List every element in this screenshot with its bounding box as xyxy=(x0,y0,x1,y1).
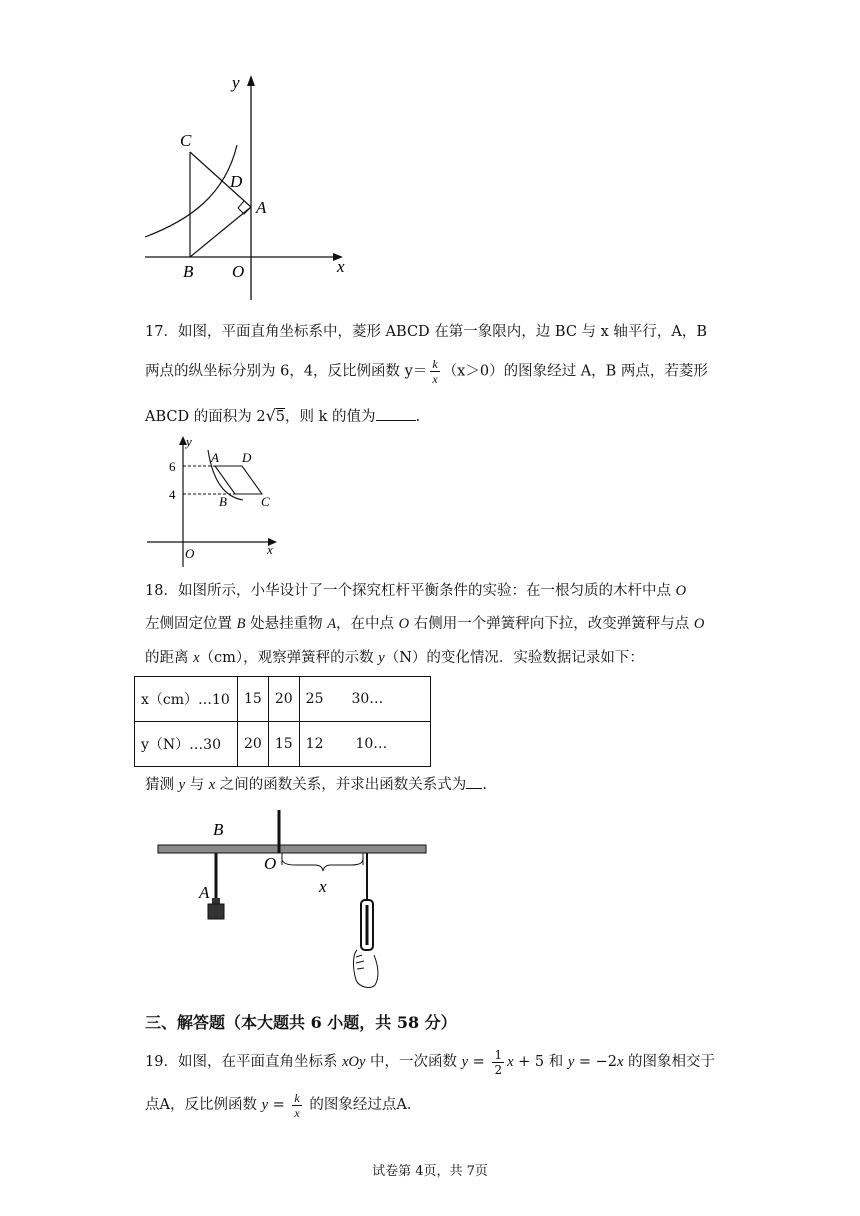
table-value: 25 xyxy=(305,691,324,707)
experiment-data-table xyxy=(134,676,431,767)
q18-guess-line xyxy=(145,774,487,796)
label-o: O xyxy=(264,854,277,873)
guess-e: 之间的函数关系，并求出函数关系式为 xyxy=(215,777,467,793)
label-d: D xyxy=(230,172,243,191)
q17-line2-a: 两点的纵坐标分别为 6，4，反比例函数 y＝ xyxy=(145,363,428,380)
q19-l1-k: 的图象相交于 xyxy=(623,1054,716,1070)
figure-16-graph xyxy=(140,70,360,305)
q18-l3-e: （N）的变化情况．实验数据记录如下： xyxy=(384,650,644,666)
q19-fraction-half xyxy=(492,1048,504,1077)
q19-l1-c: 中，一次函数 xyxy=(365,1054,462,1070)
q19-f2-den: x xyxy=(294,1105,300,1120)
q18-l3-a: 的距离 xyxy=(145,650,194,666)
q19-l2-c: = xyxy=(268,1097,290,1113)
q17-line1: 17．如图，平面直角坐标系中，菱形 ABCD 在第一象限内，边 BC 与 x 轴平行，A，B xyxy=(145,324,708,340)
q17-answer-blank[interactable] xyxy=(376,420,416,421)
table-cell: 15 xyxy=(238,677,269,722)
label-d: D xyxy=(242,450,252,465)
q19-l2-a: 点A，反比例函数 xyxy=(145,1097,262,1113)
rhombus-abcd xyxy=(215,466,262,494)
figure-18-lever xyxy=(150,805,440,995)
q18-l2-a: 左侧固定位置 xyxy=(145,616,237,632)
q17-fraction xyxy=(430,357,439,386)
page-footer: 试卷第 4页，共 7页 xyxy=(372,1164,488,1179)
q18-l3-d: y xyxy=(378,650,385,666)
table-cell xyxy=(299,722,430,767)
q18-l3-b: x xyxy=(193,650,200,666)
q18-l1-o: O xyxy=(675,583,687,599)
q19-l1-a: 19．如图，在平面直角坐标系 xyxy=(145,1054,343,1070)
q19-l1-f: x xyxy=(507,1054,514,1070)
q18-l2-d: A xyxy=(327,616,337,632)
q18-l1-text: 18．如图所示，小华设计了一个探究杠杆平衡条件的实验：在一根匀质的木杆中点 xyxy=(145,583,676,599)
x-bracket xyxy=(282,860,363,871)
guess-d: x xyxy=(208,777,216,793)
section-title: 三、解答题（本大题共 6 小题，共 58 分） xyxy=(145,1013,457,1032)
q19-l1-i: = −2 xyxy=(574,1054,618,1070)
q18-l2-g: 右侧用一个弹簧秤向下拉，改变弹簧秤与点 xyxy=(409,616,694,632)
q19-f1-den: 2 xyxy=(494,1062,503,1077)
q19-l2-b: y xyxy=(261,1097,269,1113)
q17-sqrt-radicand: 5 xyxy=(275,409,285,425)
label-x: x xyxy=(267,542,273,557)
q19-l1-j: x xyxy=(617,1054,624,1070)
q17-line3-a: ABCD 的面积为 2 xyxy=(145,409,266,425)
figure-17-graph xyxy=(145,432,285,570)
table-row xyxy=(135,722,431,767)
q19-l1-h: y xyxy=(567,1054,575,1070)
label-x: x xyxy=(319,877,327,896)
q18-line2 xyxy=(145,613,704,635)
q18-l2-f: O xyxy=(398,616,410,632)
guess-f: . xyxy=(482,777,487,793)
table-cell: 15 xyxy=(268,722,299,767)
q17-line2-b: （x＞0）的图象经过 A，B 两点，若菱形 xyxy=(442,363,708,380)
label-y: y xyxy=(232,73,240,92)
q19-f2-num: k xyxy=(294,1090,300,1105)
weight-hook xyxy=(212,898,220,904)
label-c: C xyxy=(180,131,192,150)
q18-answer-blank[interactable] xyxy=(466,788,482,789)
table-value: 10… xyxy=(355,736,388,752)
label-x: x xyxy=(337,257,345,276)
q17-line2 xyxy=(145,357,708,386)
label-b: B xyxy=(213,820,224,839)
label-a: A xyxy=(256,198,267,217)
table-cell xyxy=(299,677,430,722)
label-b: B xyxy=(183,262,194,281)
table-row xyxy=(135,677,431,722)
lever-bar xyxy=(158,845,426,853)
q18-l2-c: 处悬挂重物 xyxy=(245,616,328,632)
label-o: O xyxy=(185,546,195,561)
q18-line3 xyxy=(145,647,644,669)
q18-line1 xyxy=(145,580,686,602)
q17-line3 xyxy=(145,405,420,428)
segment-ba xyxy=(190,207,251,257)
hand-icon xyxy=(354,950,378,987)
q17-line3-c: . xyxy=(415,409,421,425)
label-a: A xyxy=(211,450,219,465)
q19-f1-num: 1 xyxy=(494,1047,503,1062)
table-cell-x-head: x（cm）…10 xyxy=(135,677,238,722)
label-o: O xyxy=(232,262,245,281)
q19-l1-e: = xyxy=(468,1054,490,1070)
q19-l2-d: 的图象经过点A． xyxy=(304,1097,422,1113)
table-value: 12 xyxy=(305,736,324,752)
q18-l3-c: （cm），观察弹簧秤的示数 xyxy=(199,650,379,666)
guess-a: 猜测 xyxy=(145,777,179,793)
sqrt-symbol: √ xyxy=(265,406,276,425)
q19-line1 xyxy=(145,1047,715,1077)
table-cell-y-head: y（N）…30 xyxy=(135,722,238,767)
guess-c: 与 xyxy=(185,777,209,793)
q19-line2 xyxy=(145,1090,421,1120)
q19-fraction-kx xyxy=(292,1091,301,1120)
q17-line3-b: ，则 k 的值为 xyxy=(285,409,376,425)
label-4: 4 xyxy=(169,487,176,502)
q18-l2-e: ，在中点 xyxy=(336,616,399,632)
q19-l1-b: xOy xyxy=(342,1054,366,1070)
label-6: 6 xyxy=(169,459,176,474)
q18-l2-b: B xyxy=(236,616,246,632)
table-value: 30… xyxy=(351,691,384,707)
table-cell: 20 xyxy=(238,722,269,767)
label-a: A xyxy=(199,883,210,902)
table-cell: 20 xyxy=(268,677,299,722)
guess-b: y xyxy=(178,777,186,793)
label-y: y xyxy=(186,434,192,449)
q17-frac-den: x xyxy=(432,372,438,386)
hyperbola-curve xyxy=(145,145,237,237)
label-c: C xyxy=(261,494,270,509)
q17-frac-num: k xyxy=(432,357,438,371)
label-b: B xyxy=(219,494,227,509)
y-axis-arrow xyxy=(247,75,255,86)
weight-block xyxy=(208,904,224,919)
q19-l1-d: y xyxy=(461,1054,469,1070)
q18-l2-h: O xyxy=(693,616,705,632)
q19-l1-g: + 5 和 xyxy=(513,1054,568,1070)
